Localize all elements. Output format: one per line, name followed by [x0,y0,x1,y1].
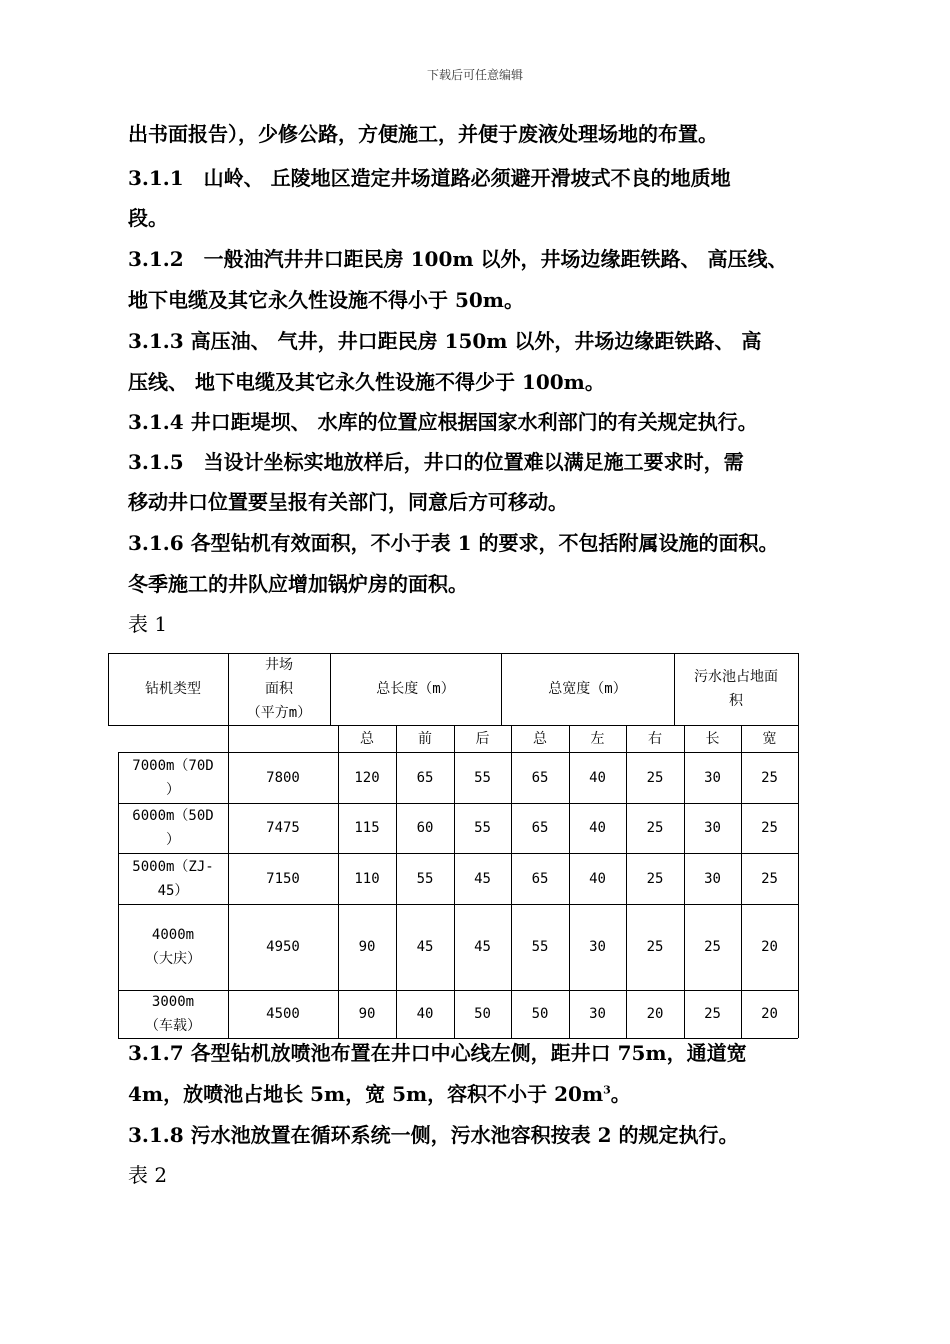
table-value-cell: 120 [354,769,380,786]
table-value-cell: 25 [704,1006,721,1022]
rig-type-line: 45） [157,882,189,899]
paragraph: 3.1.7 各型钻机放喷池布置在井口中心线左侧，距井口 75m，通道宽 [128,1041,747,1065]
paragraph: 3.1.1 山岭、 丘陵地区造定井场道路必须避开滑坡式不良的地质地 [128,166,731,190]
header-total-width: 总宽度（m） [548,681,627,697]
table-value-cell: 7150 [266,870,300,887]
table-value-cell: 25 [761,769,778,786]
table-value-cell: 20 [646,1006,664,1022]
rig-type-line: （大庆） [145,951,201,967]
table-value-cell: 25 [761,870,778,887]
paragraph: 3.1.4 井口距堤坝、 水库的位置应根据国家水利部门的有关规定执行。 [128,410,758,434]
table-value-cell: 7475 [266,820,300,836]
rig-type-line: 7000m（70D [132,757,214,774]
table-value-cell: 55 [416,870,434,887]
rig-type-line: 3000m [151,994,195,1010]
subheader-cell: 总 [360,730,374,747]
header-area-line: 井场 [265,657,293,673]
table-value-cell: 4950 [266,939,300,955]
rig-type-line: ） [166,781,180,798]
header-area [228,653,330,725]
header-pool-line: 积 [729,693,743,709]
table-value-cell: 65 [416,769,434,786]
table-value-cell: 25 [646,769,664,786]
rig-type-line: 4000m [151,927,195,943]
table-value-cell: 20 [761,939,778,955]
rig-type-cell [118,904,228,990]
table-rule [228,725,229,752]
table-value-cell: 40 [589,769,606,786]
table-value-cell: 50 [474,1006,491,1022]
paragraph: 3.1.2 一般油汽井井口距民房 100m 以外，井场边缘距铁路、 高压线、 [128,247,788,271]
table-value-cell: 30 [589,1006,606,1022]
table-value-cell: 65 [531,820,549,836]
table-value-cell: 55 [474,820,491,836]
header-area-line: （平方m） [246,705,312,721]
header-total-length: 总长度（m） [376,681,455,697]
rig-type-cell [118,990,228,1038]
paragraph: 移动井口位置要呈报有关部门，同意后方可移动。 [128,490,568,514]
header-pool-area [674,653,798,725]
table-rule [798,725,799,752]
paragraph: 地下电缆及其它永久性设施不得小于 50m。 [128,288,524,312]
paragraph-text: 4m，放喷池占地长 5m，宽 5m，容积不小于 20m [128,1082,604,1106]
page-header: 下载后可任意编辑 [426,68,523,82]
paragraph: 段。 [128,206,168,230]
table-value-cell: 65 [531,870,549,887]
table-value-cell: 115 [354,820,380,836]
paragraph: 3.1.6 各型钻机有效面积，不小于表 1 的要求，不包括附属设施的面积。 [128,531,779,555]
table-value-cell: 40 [416,1006,434,1022]
paragraph: 3.1.8 污水池放置在循环系统一侧，污水池容积按表 2 的规定执行。 [128,1123,739,1147]
table-value-cell: 4500 [266,1006,300,1022]
table-value-cell: 90 [358,1006,376,1022]
table-rule [118,1038,798,1039]
drilling-area-table [118,653,798,1038]
table-value-cell: 50 [531,1006,549,1022]
subheader-cell: 长 [705,730,720,747]
paragraph: 出书面报告），少修公路，方便施工，并便于废液处理场地的布置。 [128,122,718,146]
header-area-line: 面积 [265,681,293,697]
subheader-cell: 右 [648,730,662,747]
superscript: 3 [603,1083,611,1097]
table-rule [674,653,675,725]
table-rule [108,653,109,725]
table-value-cell: 55 [474,769,491,786]
table-value-cell: 55 [531,939,549,955]
table-value-cell: 25 [646,820,664,836]
table-value-cell: 60 [416,820,434,836]
subheader-cell: 前 [418,730,432,747]
table-value-cell: 45 [474,939,491,955]
table-value-cell: 30 [589,939,606,955]
rig-type-line: 6000m（50D [132,808,214,824]
table-caption: 表 1 [128,612,168,636]
table-rule [501,653,502,725]
rig-type-line: （车载） [145,1018,201,1034]
subheader-cell: 左 [590,730,605,747]
table-value-cell: 45 [416,939,434,955]
header-rig-type: 钻机类型 [145,681,201,697]
table-value-cell: 45 [474,870,491,887]
table-value-cell: 30 [704,870,721,887]
rig-type-cell [118,752,228,803]
paragraph [128,1084,631,1104]
table-value-cell: 30 [704,820,721,836]
rig-type-line: 5000m（ZJ- [132,858,214,875]
table-rule [330,653,331,725]
subheader-cell: 后 [475,730,490,747]
table-value-cell: 40 [589,820,606,836]
rig-type-cell [118,853,228,904]
table-value-cell: 25 [646,939,664,955]
table-rule [108,653,798,654]
table-value-cell: 20 [761,1006,778,1022]
table-value-cell: 40 [589,870,606,887]
paragraph: 压线、 地下电缆及其它永久性设施不得少于 100m。 [128,370,605,394]
table-caption: 表 2 [128,1163,168,1187]
table-value-cell: 25 [704,939,721,955]
table-rule [798,752,799,1038]
table-value-cell: 7800 [266,769,300,786]
paragraph: 3.1.5 当设计坐标实地放样后，井口的位置难以满足施工要求时，需 [128,450,744,474]
paragraph: 冬季施工的井队应增加锅炉房的面积。 [128,572,468,596]
table-value-cell: 65 [531,769,549,786]
rig-type-cell [118,803,228,853]
subheader-cell: 总 [533,730,547,747]
rig-type-line: ） [166,832,180,848]
table-value-cell: 110 [354,870,380,887]
table-value-cell: 30 [704,769,721,786]
table-value-cell: 25 [646,870,664,887]
table-value-cell: 25 [761,820,778,836]
header-pool-line: 污水池占地面 [694,669,778,685]
subheader-cell: 宽 [762,730,777,747]
paragraph-text: 。 [610,1082,631,1106]
paragraph: 3.1.3 高压油、 气井，井口距民房 150m 以外，井场边缘距铁路、 高 [128,329,762,353]
table-value-cell: 90 [358,939,376,955]
table-rule [228,653,229,725]
table-rule [798,653,799,725]
